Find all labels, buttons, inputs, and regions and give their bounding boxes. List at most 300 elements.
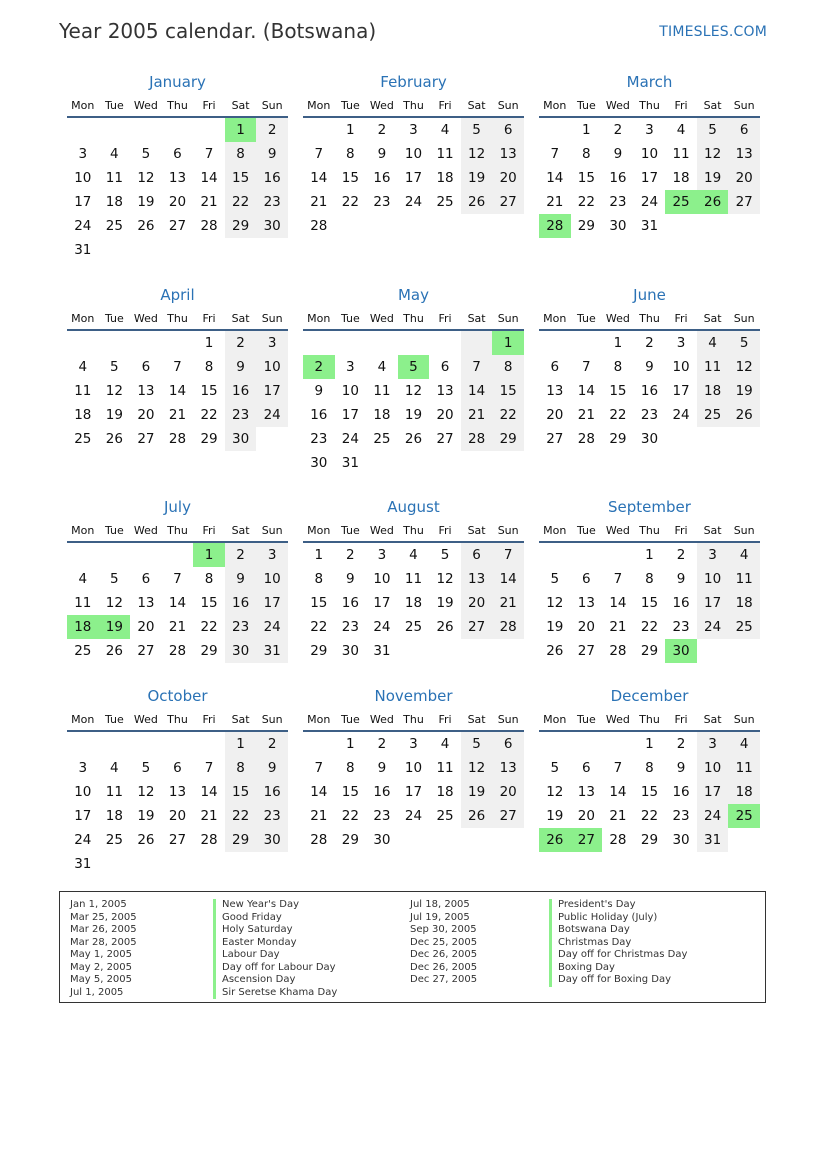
day-cell: 15 [609,383,627,399]
day-cell: 9 [645,359,654,375]
day-cell: 9 [256,756,288,780]
empty-cell [303,118,335,142]
empty-cell [539,543,571,567]
weekday-label: Mon [71,523,95,537]
day-cell: 20 [492,780,524,804]
weekday-label: Thu [167,311,188,325]
day-cell: 28 [310,218,328,234]
day-grid [539,732,760,852]
day-cell: 31 [697,828,729,852]
day-cell: 26 [404,431,423,447]
month-may [303,285,524,475]
day-cell: 4 [409,547,418,563]
day-cell: 6 [550,359,560,375]
weekday-label: Sun [733,98,755,112]
day-cell: 5 [440,547,450,563]
day-cell: 4 [697,331,729,355]
day-cell: 21 [200,194,218,210]
day-cell: 17 [697,780,729,804]
day-cell: 27 [436,431,454,447]
weekday-label: Thu [167,98,188,112]
day-cell: 30 [609,218,627,234]
empty-cell [303,732,335,756]
weekday-label: Wed [369,712,394,726]
weekday-label: Tue [104,712,124,726]
weekday-label: Sun [261,98,283,112]
empty-cell [571,732,603,756]
weekday-label: Thu [403,523,424,537]
empty-cell [99,118,131,142]
weekday-label: Thu [403,98,424,112]
weekday-label: Wed [605,98,630,112]
day-cell: 16 [225,591,257,615]
weekday-label: Tue [104,311,124,325]
day-cell: 9 [346,571,355,587]
day-cell: 12 [105,383,123,399]
weekday-header [539,708,760,730]
weekday-label: Wed [605,311,630,325]
day-cell: 30 [341,643,359,659]
day-cell: 11 [74,383,92,399]
weekday-header [303,307,524,329]
holiday-date: Jul 18, 2005 [410,899,470,910]
empty-cell [429,828,461,852]
day-cell: 17 [74,808,92,824]
day-cell: 10 [341,383,359,399]
day-cell: 2 [225,543,257,567]
empty-cell [256,427,288,451]
day-cell: 2 [613,122,623,138]
holiday-name: Labour Day [213,949,337,962]
empty-cell [162,852,194,876]
empty-cell [398,639,430,663]
weekday-label: Fri [438,523,452,537]
day-cell: 14 [200,170,218,186]
day-cell: 21 [461,403,493,427]
day-cell: 7 [582,359,591,375]
day-cell: 25 [404,619,423,635]
holiday-name: Day off for Labour Day [213,962,337,975]
day-cell: 5 [110,359,119,375]
day-cell: 23 [256,190,288,214]
weekday-label: Mon [543,712,567,726]
month-july [67,497,288,663]
day-cell: 28 [609,832,627,848]
day-cell: 27 [168,832,187,848]
weekday-label: Sat [231,311,250,325]
day-cell: 22 [640,619,659,635]
weekday-label: Mon [307,311,331,325]
day-cell: 10 [256,567,288,591]
day-cell: 26 [105,431,123,447]
weekday-label: Fri [438,311,452,325]
day-cell: 4 [728,732,760,756]
day-cell: 26 [461,190,493,214]
holiday-day-cell: 19 [99,615,131,639]
day-cell: 18 [404,595,423,611]
empty-cell [665,427,697,451]
weekday-label: Sat [231,98,250,112]
weekday-label: Sat [467,712,486,726]
day-cell: 3 [409,122,418,138]
day-cell: 24 [404,808,423,824]
weekday-label: Sun [497,98,519,112]
holiday-day-cell: 2 [303,355,335,379]
day-cell: 21 [310,808,328,824]
day-cell: 16 [225,379,257,403]
day-cell: 7 [492,543,524,567]
day-cell: 22 [200,619,218,635]
day-cell: 18 [728,591,760,615]
day-cell: 14 [168,383,187,399]
day-cell: 8 [645,760,654,776]
day-cell: 11 [404,571,423,587]
day-cell: 27 [546,431,564,447]
holiday-name: Ascension Day [213,974,337,987]
day-cell: 10 [404,760,423,776]
day-grid [303,331,524,475]
empty-cell [728,639,760,663]
empty-cell [429,639,461,663]
day-cell: 2 [225,331,257,355]
day-cell: 2 [256,732,288,756]
day-cell: 29 [640,832,659,848]
day-cell: 29 [640,643,659,659]
holiday-name: Public Holiday (July) [549,912,687,925]
day-cell: 4 [440,736,450,752]
weekday-label: Wed [133,98,158,112]
month-name: January [149,73,206,91]
day-cell: 22 [341,194,359,210]
holiday-dates-left [70,899,137,999]
day-cell: 8 [225,142,257,166]
month-september [539,497,760,663]
weekday-label: Wed [133,311,158,325]
day-cell: 22 [200,407,218,423]
day-cell: 15 [225,166,257,190]
day-cell: 1 [346,736,355,752]
day-cell: 14 [310,784,328,800]
empty-cell [335,331,367,355]
empty-cell [193,732,225,756]
day-cell: 5 [697,118,729,142]
day-grid [67,732,288,876]
holiday-date: Jul 1, 2005 [70,986,124,998]
day-cell: 16 [341,595,359,611]
weekday-header [67,519,288,541]
day-cell: 8 [346,146,355,162]
empty-cell [130,118,162,142]
holiday-date: Mar 25, 2005 [70,911,137,923]
weekday-label: Mon [307,712,331,726]
day-cell: 31 [373,643,391,659]
day-grid [539,543,760,663]
day-grid [303,732,524,852]
day-cell: 18 [672,170,690,186]
empty-cell [492,214,524,238]
month-february [303,72,524,238]
day-cell: 3 [78,146,88,162]
day-cell: 21 [168,407,187,423]
holiday-date: Dec 27, 2005 [410,974,478,986]
day-cell: 28 [461,427,493,451]
day-cell: 25 [373,431,391,447]
day-cell: 28 [310,832,328,848]
day-cell: 3 [256,543,288,567]
empty-cell [256,852,288,876]
weekday-label: Thu [167,523,188,537]
day-cell: 10 [640,146,659,162]
day-cell: 19 [697,166,729,190]
day-cell: 30 [672,832,690,848]
day-cell: 16 [672,784,690,800]
weekday-label: Wed [369,523,394,537]
holiday-name: Day off for Christmas Day [549,949,687,962]
day-cell: 17 [404,784,423,800]
day-cell: 6 [728,118,760,142]
day-cell: 14 [577,383,595,399]
day-cell: 31 [341,455,359,471]
day-cell: 12 [546,784,564,800]
day-cell: 18 [436,784,454,800]
weekday-label: Mon [71,712,95,726]
weekday-label: Wed [605,523,630,537]
day-cell: 10 [672,359,690,375]
day-cell: 7 [314,760,324,776]
empty-cell [99,732,131,756]
day-cell: 29 [310,643,328,659]
month-name: May [397,286,429,304]
day-cell: 17 [672,383,690,399]
weekday-label: Sun [733,311,755,325]
empty-cell [429,214,461,238]
day-cell: 26 [436,619,454,635]
day-cell: 11 [697,355,729,379]
day-cell: 5 [550,571,560,587]
day-cell: 21 [492,591,524,615]
weekday-label: Wed [605,712,630,726]
day-cell: 3 [256,331,288,355]
weekday-label: Mon [71,98,95,112]
day-cell: 8 [582,146,591,162]
day-cell: 15 [200,595,218,611]
empty-cell [193,118,225,142]
day-cell: 3 [697,732,729,756]
day-cell: 15 [225,780,257,804]
day-cell: 6 [141,359,151,375]
day-cell: 18 [697,379,729,403]
day-cell: 4 [110,760,119,776]
empty-cell [461,451,493,475]
day-cell: 22 [640,808,659,824]
day-cell: 9 [256,142,288,166]
day-cell: 13 [168,170,187,186]
day-cell: 8 [346,760,355,776]
month-name: November [374,687,453,705]
day-cell: 6 [582,571,591,587]
day-cell: 27 [577,643,595,659]
weekday-header [303,519,524,541]
month-june [539,285,760,451]
day-cell: 14 [546,170,564,186]
empty-cell [99,852,131,876]
empty-cell [728,427,760,451]
day-cell: 11 [436,760,454,776]
weekday-label: Sat [703,712,722,726]
day-cell: 8 [645,571,654,587]
day-cell: 27 [492,804,524,828]
empty-cell [461,331,493,355]
day-cell: 17 [256,379,288,403]
day-cell: 20 [492,166,524,190]
day-cell: 23 [225,615,257,639]
day-cell: 12 [137,784,155,800]
empty-cell [99,238,131,262]
weekday-label: Sun [733,523,755,537]
day-cell: 11 [105,170,123,186]
holiday-date: May 5, 2005 [70,974,133,986]
day-cell: 17 [341,407,359,423]
day-cell: 1 [225,732,257,756]
weekday-label: Tue [104,98,124,112]
day-cell: 9 [676,571,686,587]
day-cell: 14 [609,595,627,611]
empty-cell [67,732,99,756]
day-cell: 12 [546,595,564,611]
weekday-label: Thu [639,712,660,726]
day-cell: 5 [461,118,493,142]
day-cell: 2 [377,122,387,138]
day-cell: 12 [697,142,729,166]
day-cell: 13 [137,595,155,611]
holiday-name: Christmas Day [549,937,687,950]
weekday-label: Fri [202,98,216,112]
weekday-label: Mon [543,98,567,112]
weekday-label: Thu [167,712,188,726]
day-cell: 24 [74,218,92,234]
day-cell: 30 [310,455,328,471]
day-cell: 14 [461,379,493,403]
day-cell: 13 [137,383,155,399]
day-cell: 5 [110,571,119,587]
day-cell: 13 [546,383,564,399]
day-cell: 20 [546,407,564,423]
empty-cell [366,451,398,475]
empty-cell [398,828,430,852]
day-cell: 12 [137,170,155,186]
day-cell: 5 [461,732,493,756]
weekday-label: Wed [133,712,158,726]
weekday-header [539,94,760,116]
empty-cell [335,214,367,238]
day-cell: 29 [492,427,524,451]
weekday-label: Sun [497,712,519,726]
day-cell: 8 [225,756,257,780]
holiday-name: Day off for Boxing Day [549,974,687,987]
day-cell: 7 [461,355,493,379]
day-cell: 5 [550,760,560,776]
day-cell: 15 [640,784,659,800]
day-cell: 16 [640,383,659,399]
holiday-name: Botswana Day [549,924,687,937]
day-cell: 11 [728,567,760,591]
day-cell: 18 [74,407,92,423]
day-cell: 24 [256,403,288,427]
holiday-day-cell: 1 [225,118,257,142]
day-cell: 30 [256,214,288,238]
weekday-label: Fri [438,98,452,112]
empty-cell [429,331,461,355]
holiday-name: President's Day [549,899,687,912]
day-cell: 21 [168,619,187,635]
day-cell: 2 [256,118,288,142]
day-cell: 6 [582,760,591,776]
weekday-label: Fri [202,712,216,726]
day-cell: 15 [341,170,359,186]
empty-cell [225,238,257,262]
weekday-label: Tue [576,523,596,537]
month-name: December [610,687,689,705]
empty-cell [193,238,225,262]
day-cell: 23 [225,403,257,427]
holiday-day-cell: 26 [697,190,729,214]
day-cell: 30 [256,828,288,852]
day-cell: 13 [728,142,760,166]
day-cell: 19 [461,166,493,190]
empty-cell [162,331,194,355]
month-april [67,285,288,451]
day-cell: 4 [78,359,88,375]
empty-cell [398,451,430,475]
holiday-date: May 2, 2005 [70,961,133,973]
holiday-date: Dec 26, 2005 [410,949,478,961]
day-cell: 20 [577,619,595,635]
day-cell: 1 [346,122,355,138]
empty-cell [697,214,729,238]
holiday-date: Dec 26, 2005 [410,961,478,973]
day-cell: 24 [373,619,391,635]
brand-link[interactable]: TIMESLES.COM [659,24,767,40]
day-cell: 25 [74,431,92,447]
weekday-label: Thu [403,311,424,325]
weekday-label: Thu [639,98,660,112]
day-cell: 23 [672,619,690,635]
day-cell: 1 [582,122,591,138]
day-cell: 9 [377,146,387,162]
holiday-name: Sir Seretse Khama Day [213,987,337,1000]
empty-cell [492,639,524,663]
empty-cell [539,331,571,355]
holiday-date: May 1, 2005 [70,949,133,961]
day-cell: 31 [256,639,288,663]
month-name: April [160,286,195,304]
day-cell: 19 [137,194,155,210]
day-cell: 15 [640,595,659,611]
empty-cell [461,214,493,238]
weekday-header [303,708,524,730]
weekday-label: Thu [639,523,660,537]
day-cell: 2 [645,335,654,351]
weekday-label: Sat [467,523,486,537]
weekday-label: Tue [340,98,360,112]
day-cell: 21 [310,194,328,210]
day-cell: 25 [74,643,92,659]
day-cell: 22 [225,190,257,214]
day-cell: 18 [105,194,123,210]
day-cell: 6 [492,118,524,142]
day-cell: 20 [137,619,155,635]
day-cell: 1 [613,335,623,351]
